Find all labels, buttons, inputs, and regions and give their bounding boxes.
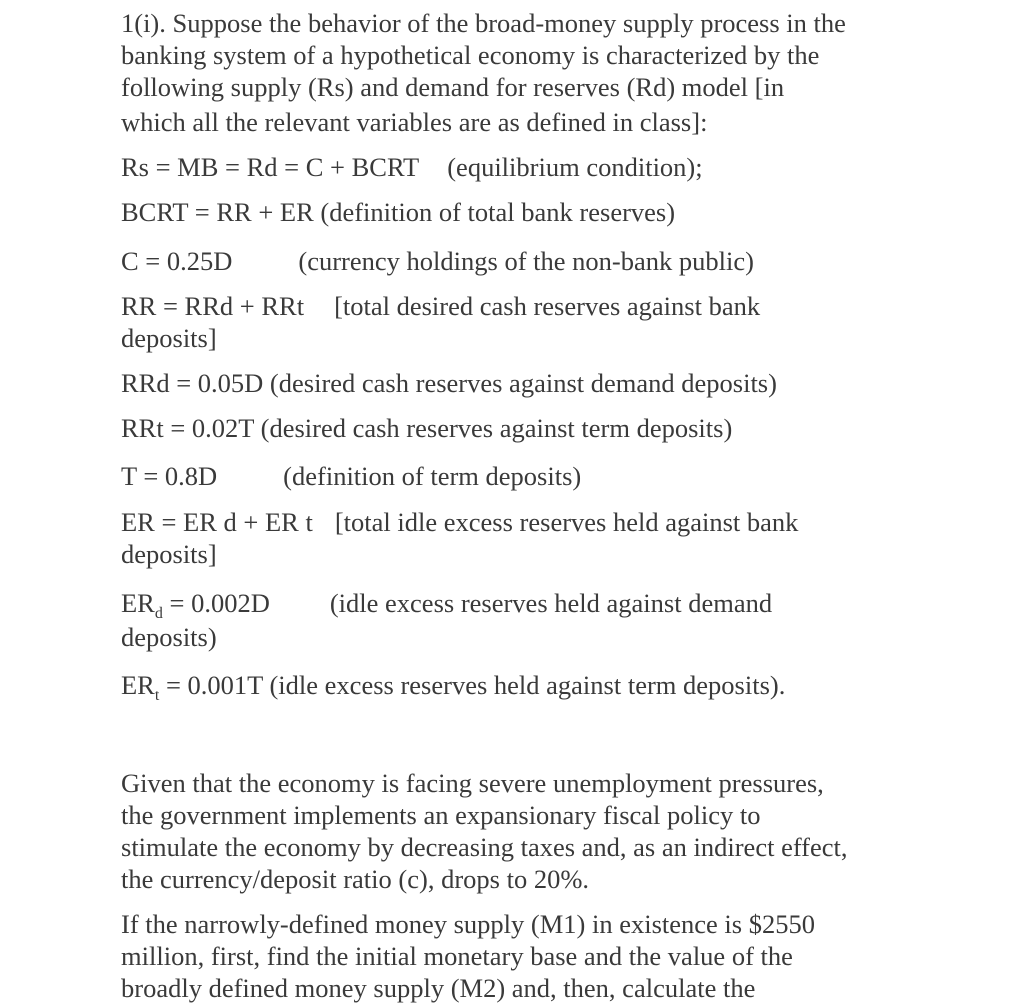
equation-note: [total idle excess reserves held against bank (334, 507, 799, 537)
equation-formula: Rs = MB = Rd = C + BCRT (121, 152, 420, 182)
equation-formula: = 0.001T (idle excess reserves held against term deposits). (159, 670, 786, 700)
paragraph2-line-2: the government implements an expansionary fiscal policy to (121, 800, 761, 830)
equation-subscript: t (154, 687, 160, 704)
paragraph2-line-4: the currency/deposit ratio (c), drops to 20%. (121, 864, 590, 894)
equation-equilibrium (121, 151, 703, 183)
equation-formula: RR = RRd + RRt (121, 291, 305, 321)
equation-excess-term (121, 669, 785, 706)
equation-note: [total desired cash reserves against bank (334, 291, 761, 321)
equation-formula: RRt = 0.02T (desired cash reserves against term deposits) (121, 413, 733, 443)
equation-formula: ER = ER d + ER t (121, 507, 313, 537)
equation-note: (definition of term deposits) (283, 461, 582, 491)
equation-excess-reserves (121, 506, 798, 538)
intro-line-4: which all the relevant variables are as defined in class]: (121, 107, 708, 137)
equation-reserves-term (121, 412, 732, 444)
equation-formula: BCRT = RR + ER (definition of total bank reserves) (121, 197, 676, 227)
equation-note: (currency holdings of the non-bank public) (298, 246, 754, 276)
equation-term-deposits (121, 460, 581, 492)
equation-excess-demand-cont: deposits) (121, 622, 217, 652)
equation-excess-reserves-cont: deposits] (121, 539, 217, 569)
equation-desired-reserves (121, 290, 760, 322)
paragraph3-line-3: broadly defined money supply (M2) and, then, calculate the (121, 973, 756, 1003)
equation-currency (121, 245, 754, 277)
equation-note: (equilibrium condition); (447, 152, 703, 182)
equation-note: (idle excess reserves held against demand (329, 588, 773, 618)
intro-line-3: following supply (Rs) and demand for reserves (Rd) model [in (121, 72, 785, 102)
intro-line-1: 1(i). Suppose the behavior of the broad-money supply process in the (121, 8, 846, 38)
equation-formula: RRd = 0.05D (desired cash reserves against demand deposits) (121, 368, 777, 398)
intro-line-2: banking system of a hypothetical economy is characterized by the (121, 40, 820, 70)
paragraph3-line-1: If the narrowly-defined money supply (M1) in existence is $2550 (121, 909, 815, 939)
equation-formula: T = 0.8D (121, 461, 218, 491)
equation-formula: C = 0.25D (121, 246, 233, 276)
equation-reserves-demand (121, 367, 777, 399)
equation-total-reserves (121, 196, 675, 228)
equation-desired-reserves-cont: deposits] (121, 323, 217, 353)
paragraph2-line-3: stimulate the economy by decreasing taxes and, as an indirect effect, (121, 832, 848, 862)
paragraph2-line-1: Given that the economy is facing severe unemployment pressures, (121, 768, 824, 798)
equation-base: ER (121, 670, 155, 700)
equation-subscript: d (154, 605, 163, 622)
equation-formula: = 0.002D (162, 588, 270, 618)
paragraph3-line-2: million, first, find the initial monetary base and the value of the (121, 941, 793, 971)
equation-base: ER (121, 588, 155, 618)
equation-excess-demand (121, 587, 772, 624)
